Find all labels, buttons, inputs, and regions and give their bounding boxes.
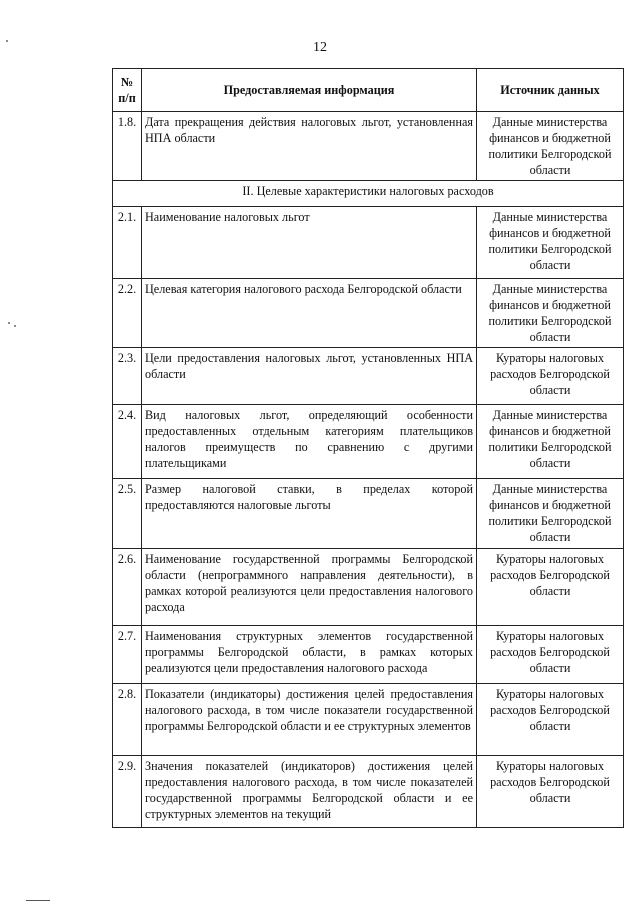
row-number: 2.7.: [113, 626, 142, 684]
row-info: Наименование государственной программы Белгородской области (непрограммного направления деятельности), в рамках которой реализуются цели предоставления налогового расхода: [142, 549, 477, 626]
row-source: Кураторы налоговых расходов Белгородской области: [477, 684, 624, 756]
row-source: Кураторы налоговых расходов Белгородской области: [477, 626, 624, 684]
table-row: [113, 479, 624, 549]
row-info: Целевая категория налогового расхода Белгородской области: [142, 279, 477, 348]
header-source: Источник данных: [477, 69, 624, 112]
row-info: Наименование налоговых льгот: [142, 207, 477, 279]
row-number: 1.8.: [113, 112, 142, 181]
row-source: Кураторы налоговых расходов Белгородской области: [477, 348, 624, 405]
row-number: 2.2.: [113, 279, 142, 348]
page-number: 12: [313, 40, 327, 55]
row-number: 2.8.: [113, 684, 142, 756]
table-row: [113, 348, 624, 405]
table-row: [113, 405, 624, 479]
row-number: 2.5.: [113, 479, 142, 549]
row-info: Дата прекращения действия налоговых льгот, установленная НПА области: [142, 112, 477, 181]
row-source: Данные министерства финансов и бюджетной политики Белгородской области: [477, 479, 624, 549]
scan-speck: [8, 322, 10, 324]
row-number: 2.4.: [113, 405, 142, 479]
row-number: 2.9.: [113, 756, 142, 828]
scan-speck: [14, 325, 16, 327]
row-source: Кураторы налоговых расходов Белгородской области: [477, 549, 624, 626]
row-source: Данные министерства финансов и бюджетной политики Белгородской области: [477, 112, 624, 181]
row-source: Данные министерства финансов и бюджетной политики Белгородской области: [477, 405, 624, 479]
row-info: Показатели (индикаторы) достижения целей предоставления налогового расхода, в том числе показатели государственной программы Белгородской области и ее структурных элементов: [142, 684, 477, 756]
table-row: [113, 756, 624, 828]
scan-speck: [6, 40, 8, 42]
table-row: [113, 684, 624, 756]
row-info: Размер налоговой ставки, в пределах которой предоставляются налоговые льготы: [142, 479, 477, 549]
row-source: Данные министерства финансов и бюджетной политики Белгородской области: [477, 207, 624, 279]
row-info: Значения показателей (индикаторов) достижения целей предоставления налогового расхода, в том числе показателей государственной программы Белгородской области и ее структурных элементов на текущий: [142, 756, 477, 828]
table-header-row: [113, 69, 624, 112]
table-row: [113, 626, 624, 684]
row-number: 2.1.: [113, 207, 142, 279]
row-source: Данные министерства финансов и бюджетной политики Белгородской области: [477, 279, 624, 348]
section-heading: II. Целевые характеристики налоговых расходов: [113, 181, 624, 207]
row-info: Цели предоставления налоговых льгот, установленных НПА области: [142, 348, 477, 405]
row-info: Наименования структурных элементов государственной программы Белгородской области, в рамках которых реализуются цели предоставления налогового расхода: [142, 626, 477, 684]
scan-mark: [26, 900, 50, 901]
row-number: 2.3.: [113, 348, 142, 405]
row-source: Кураторы налоговых расходов Белгородской области: [477, 756, 624, 828]
section-heading-row: [113, 181, 624, 207]
info-table: [112, 68, 624, 828]
header-info: Предоставляемая информация: [142, 69, 477, 112]
table-row: [113, 112, 624, 181]
table-row: [113, 279, 624, 348]
table-row: [113, 549, 624, 626]
header-num: № п/п: [113, 69, 142, 112]
row-info: Вид налоговых льгот, определяющий особенности предоставленных отдельным категориям плательщиков налогов преимуществ по сравнению с другими плательщиками: [142, 405, 477, 479]
table-row: [113, 207, 624, 279]
row-number: 2.6.: [113, 549, 142, 626]
